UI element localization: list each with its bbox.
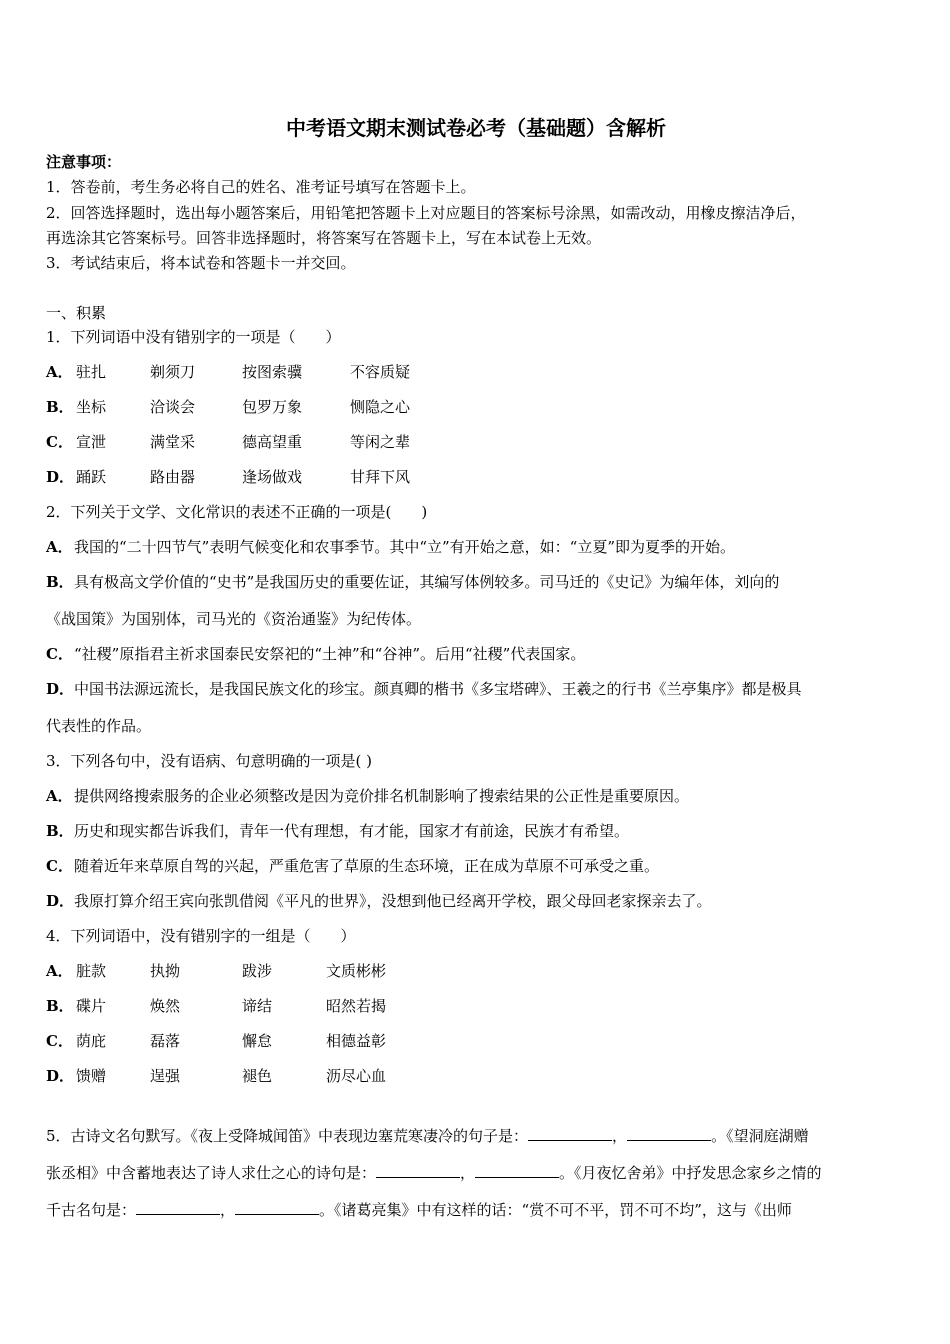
answer-blank[interactable] [627,1126,711,1141]
answer-blank[interactable] [136,1200,220,1215]
question-3-option-d: D．我原打算介绍王宾向张凯借阅《平凡的世界》，没想到他已经离开学校，跟父母回老家探亲去了。 [46,892,712,910]
question-3-option-c: C．随着近年来草原自驾的兴起，严重危害了草原的生态环境，正在成为草原不可承受之重。 [46,857,660,875]
question-4-option-b: B． 碟片 焕然 谛结 昭然若揭 [46,997,387,1015]
answer-blank[interactable] [376,1163,460,1178]
question-1-option-d: D． 踊跃 路由器 逢场做戏 甘拜下风 [46,468,411,486]
question-3-option-a: A．提供网络搜索服务的企业必须整改是因为竞价排名机制影响了搜索结果的公正性是重要原因。 [46,787,690,805]
answer-blank[interactable] [235,1200,319,1215]
question-2-option-b-cont: 《战国策》为国别体，司马光的《资治通鉴》为纪传体。 [46,610,422,628]
question-3-stem: 3．下列各句中，没有语病、句意明确的一项是( ) [46,752,373,770]
question-2-option-c: C．“社稷”原指君主祈求国泰民安祭祀的“土神”和“谷神”。后用“社稷”代表国家。 [46,645,586,663]
page-title: 中考语文期末测试卷必考（基础题）含解析 [286,116,666,140]
notice-item: 3．考试结束后，将本试卷和答题卡一并交回。 [46,254,356,272]
question-4-option-a: A． 脏款 执拗 跋涉 文质彬彬 [46,962,387,980]
question-1-option-a: A． 驻扎 剃须刀 按图索骥 不容质疑 [46,363,411,381]
question-2-option-d: D．中国书法源远流长，是我国民族文化的珍宝。颜真卿的楷书《多宝塔碑》、王羲之的行书《兰亭集序》都是极具 [46,680,802,698]
answer-blank[interactable] [528,1126,612,1141]
question-2-option-b: B．具有极高文学价值的“史书”是我国历史的重要佐证，其编写体例较多。司马迁的《史记》为编年体，刘向的 [46,573,780,591]
question-1-stem: 1．下列词语中没有错别字的一项是（ ） [46,328,341,346]
question-2-option-a: A．我国的“二十四节气”表明气候变化和农事季节。其中“立”有开始之意，如：“立夏”即为夏季的开始。 [46,538,736,556]
notice-item: 再选涂其它答案标号。回答非选择题时，将答案写在答题卡上，写在本试卷上无效。 [46,229,602,247]
notice-heading: 注意事项： [46,153,122,171]
question-5-line: 千古名句是： ， 。《诸葛亮集》中有这样的话：“赏不可不平，罚不可不均”，这与《出师 [46,1201,792,1219]
question-3-option-b: B．历史和现实都告诉我们，青年一代有理想，有才能，国家才有前途，民族才有希望。 [46,822,630,840]
section-heading: 一、积累 [46,304,107,322]
notice-item: 1．答卷前，考生务必将自己的姓名、准考证号填写在答题卡上。 [46,178,476,196]
question-1-option-b: B． 坐标 洽谈会 包罗万象 恻隐之心 [46,398,411,416]
question-5-line: 5．古诗文名句默写。《夜上受降城闻笛》中表现边塞荒寒凄冷的句子是： ， 。《望洞庭湖赠 [46,1127,809,1145]
question-2-option-d-cont: 代表性的作品。 [46,717,152,735]
question-4-stem: 4．下列词语中，没有错别字的一组是（ ） [46,927,356,945]
notice-item: 2．回答选择题时，选出每小题答案后，用铅笔把答题卡上对应题目的答案标号涂黑，如需改动，用橡皮擦洁净后， [46,204,806,222]
question-2-stem: 2．下列关于文学、文化常识的表述不正确的一项是( ) [46,503,428,521]
question-4-option-d: D． 馈赠 逞强 褪色 沥尽心血 [46,1067,387,1085]
question-1-option-c: C． 宣泄 满堂采 德高望重 等闲之辈 [46,433,411,451]
answer-blank[interactable] [475,1163,559,1178]
question-5-line: 张丞相》中含蓄地表达了诗人求仕之心的诗句是： ， 。《月夜忆舍弟》中抒发思念家乡之情的 [46,1164,822,1182]
question-4-option-c: C． 荫庇 磊落 懈怠 相德益彰 [46,1032,387,1050]
